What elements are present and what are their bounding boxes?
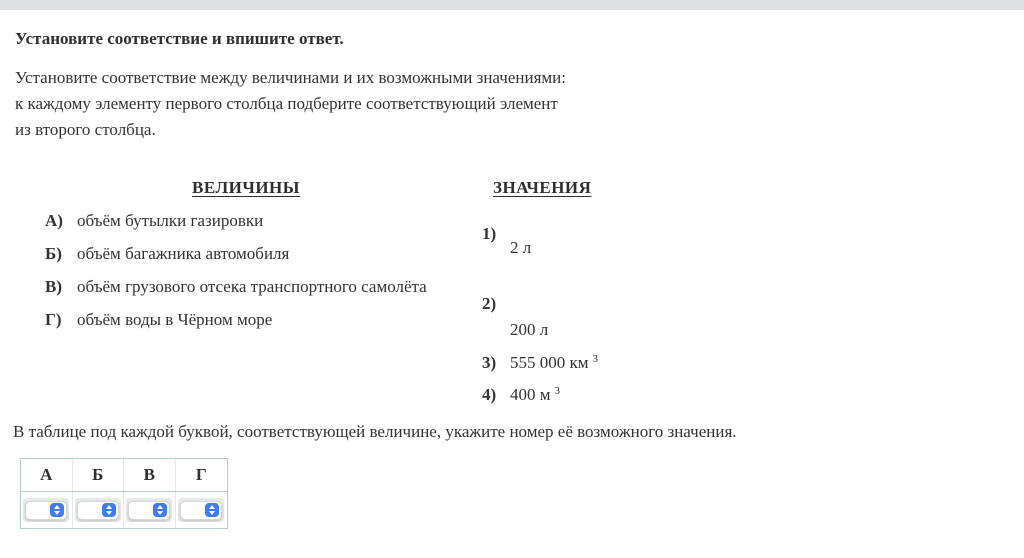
- select-stepper-icon: [205, 503, 219, 517]
- value-label-4: 4): [482, 385, 497, 404]
- answer-select-v[interactable]: [128, 501, 170, 520]
- quantity-text-a: объём бутылки газировки: [77, 211, 264, 230]
- answer-cell-a: [21, 492, 73, 528]
- quantity-text-v: объём грузового отсека транспортного самолёта: [77, 277, 427, 296]
- answer-table-header-b: Б: [73, 459, 125, 491]
- quantity-item-b: [45, 244, 289, 264]
- value-text-4: [510, 385, 560, 405]
- quantity-item-a: [45, 211, 263, 231]
- quantity-item-g: [45, 310, 272, 330]
- select-background-b: [75, 498, 121, 522]
- value-text-3: [510, 353, 598, 373]
- answer-cell-b: [73, 492, 125, 528]
- answer-select-b[interactable]: [77, 501, 119, 520]
- quantity-label-b: Б): [45, 244, 62, 263]
- value-text-3-body: 555 000 км: [510, 353, 589, 372]
- answer-table-header-a: А: [21, 459, 73, 491]
- quantity-text-g: объём воды в Чёрном море: [77, 310, 273, 329]
- quantity-label-v: В): [45, 277, 62, 296]
- select-background-g: [178, 498, 224, 522]
- value-text-1: [510, 238, 535, 258]
- answer-table-header-v: В: [124, 459, 176, 491]
- value-text-4-body: 400 м: [510, 385, 551, 404]
- answer-table: [20, 458, 228, 529]
- value-text-1-body: 2 л: [510, 238, 532, 257]
- select-stepper-icon: [102, 503, 116, 517]
- answer-table-header-g: Г: [195, 465, 207, 484]
- value-label-1: 1): [482, 224, 497, 243]
- quantity-item-v: [45, 277, 427, 297]
- value-text-2: [510, 320, 552, 340]
- select-background-a: [23, 498, 69, 522]
- values-column-header: ЗНАЧЕНИЯ: [493, 178, 592, 197]
- answer-cell-g: [176, 492, 228, 528]
- answer-instruction: В таблице под каждой буквой, соответствующей величине, укажите номер её возможного значения.: [13, 422, 737, 441]
- select-stepper-icon: [50, 503, 64, 517]
- intro-line-3: из второго столбца.: [15, 120, 156, 139]
- value-text-2-body: 200 л: [510, 320, 549, 339]
- value-label-2: 2): [482, 294, 497, 313]
- page-title: Установите соответствие и впишите ответ.: [15, 29, 344, 48]
- intro-line-1: Установите соответствие между величинами и их возможными значениями:: [15, 68, 566, 87]
- answer-table-header-row: [21, 459, 227, 492]
- value-text-4-sup: 3: [554, 385, 561, 397]
- select-background-v: [126, 498, 172, 522]
- intro-line-2: к каждому элементу первого столбца подберите соответствующий элемент: [15, 94, 558, 113]
- answer-cell-v: [124, 492, 176, 528]
- quantity-label-a: А): [45, 211, 63, 230]
- quantity-text-b: объём багажника автомобиля: [77, 244, 290, 263]
- value-label-3: 3): [482, 353, 497, 372]
- answer-table-input-row: [21, 492, 227, 528]
- select-stepper-icon: [153, 503, 167, 517]
- quantity-label-g: Г): [45, 310, 62, 329]
- quantities-column-header: ВЕЛИЧИНЫ: [192, 178, 300, 197]
- value-text-3-sup: 3: [592, 353, 599, 365]
- answer-select-g[interactable]: [180, 501, 222, 520]
- top-band: [0, 0, 1024, 10]
- answer-select-a[interactable]: [25, 501, 67, 520]
